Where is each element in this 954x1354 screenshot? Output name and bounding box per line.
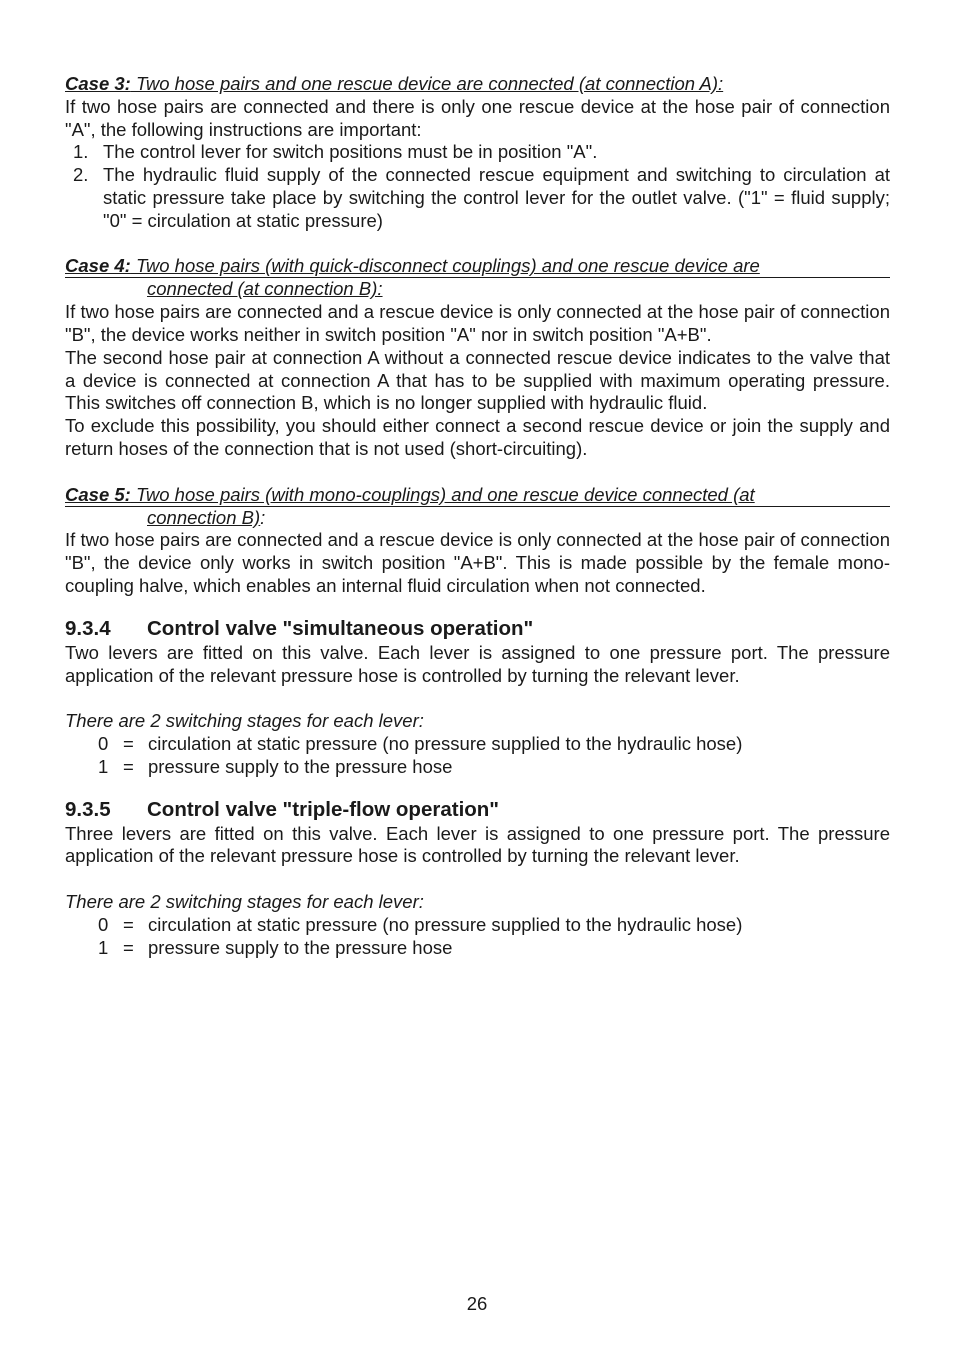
stage-row (65, 756, 890, 779)
stage-text: circulation at static pressure (no pressure supplied to the hydraulic hose) (148, 913, 743, 935)
stage-equals: = (123, 913, 134, 935)
stage-equals: = (123, 732, 134, 754)
case5-para: If two hose pairs are connected and a rescue device is only connected at the hose pair of connection "B", the device only works in switch position "A+B". This is made possible by the female mono-coupling halve, which enables an internal fluid circulation when not connected. (65, 529, 890, 596)
stage-text: circulation at static pressure (no pressure supplied to the hydraulic hose) (148, 732, 743, 754)
stage-text: pressure supply to the pressure hose (148, 936, 453, 958)
stage-value: 0 (98, 732, 109, 754)
list-item (65, 164, 890, 232)
list-item-text: The control lever for switch positions must be in position "A". (103, 141, 598, 163)
section-9-3-4-heading (65, 616, 890, 642)
stage-row (65, 914, 890, 937)
case3-label: Case 3: (65, 73, 131, 94)
section-9-3-5-heading (65, 797, 890, 823)
case5-title-colon: : (260, 506, 266, 528)
stage-value: 1 (98, 936, 109, 958)
section-title: Control valve "simultaneous operation" (147, 616, 534, 640)
stage-equals: = (123, 755, 134, 777)
case4-title-line2: connected (at connection B): (147, 278, 383, 300)
stage-text: pressure supply to the pressure hose (148, 755, 453, 777)
list-item (65, 141, 890, 164)
section-9-3-4-para: Two levers are fitted on this valve. Each lever is assigned to one pressure port. The pressure application of the relevant pressure hose is controlled by turning the relevant lever. (65, 641, 890, 686)
case4-para2: The second hose pair at connection A without a connected rescue device indicates to the valve that a device is connected at connection A that has to be supplied with maximum operating pressure. This switches off connection B, which is no longer supplied with hydraulic fluid. (65, 346, 890, 414)
case4-title-line1: Two hose pairs (with quick-disconnect couplings) and one rescue device are (130, 255, 760, 277)
case5-heading (65, 484, 890, 530)
case3-heading (65, 73, 890, 96)
stage-value: 0 (98, 913, 109, 935)
case3-list (65, 141, 890, 232)
document-page (65, 73, 890, 959)
section-number: 9.3.5 (65, 797, 111, 821)
list-item-text: The hydraulic fluid supply of the connected rescue equipment and switching to circulation at static pressure take place by switching the control lever for the outlet valve. ("1" = fluid supply; "0" = circulation at static pressure) (103, 164, 890, 231)
case4-para3: To exclude this possibility, you should either connect a second rescue device or join the supply and return hoses of the connection that is not used (short-circuiting). (65, 415, 890, 459)
list-item-number: 1. (73, 141, 89, 163)
case5-title-line2: connection B) (147, 506, 261, 528)
section-9-3-5-stages-intro: There are 2 switching stages for each lever: (65, 890, 424, 912)
stage-equals: = (123, 936, 134, 958)
section-number: 9.3.4 (65, 616, 111, 640)
stage-row (65, 733, 890, 756)
section-9-3-5-para: Three levers are fitted on this valve. Each lever is assigned to one pressure port. The pressure application of the relevant pressure hose is controlled by turning the relevant lever. (65, 822, 890, 867)
case4-para1: If two hose pairs are connected and a rescue device is only connected at the hose pair of connection "B", the device works neither in switch position "A" nor in switch position "A+B". (65, 301, 890, 345)
case3-title: Two hose pairs and one rescue device are connected (at connection A): (130, 73, 724, 94)
case3-intro: If two hose pairs are connected and there is only one rescue device at the hose pair of connection "A", the following instructions are important: (65, 95, 890, 140)
case5-label: Case 5: (65, 483, 131, 505)
stage-value: 1 (98, 755, 109, 777)
case4-label: Case 4: (65, 255, 131, 277)
page-number: 26 (466, 1293, 488, 1314)
case4-heading (65, 255, 890, 301)
case5-title-line1: Two hose pairs (with mono-couplings) and one rescue device connected (at (130, 483, 755, 505)
list-item-number: 2. (73, 164, 89, 186)
stage-row (65, 937, 890, 960)
section-title: Control valve "triple-flow operation" (147, 797, 500, 821)
section-9-3-4-stages-intro: There are 2 switching stages for each lever: (65, 710, 424, 732)
